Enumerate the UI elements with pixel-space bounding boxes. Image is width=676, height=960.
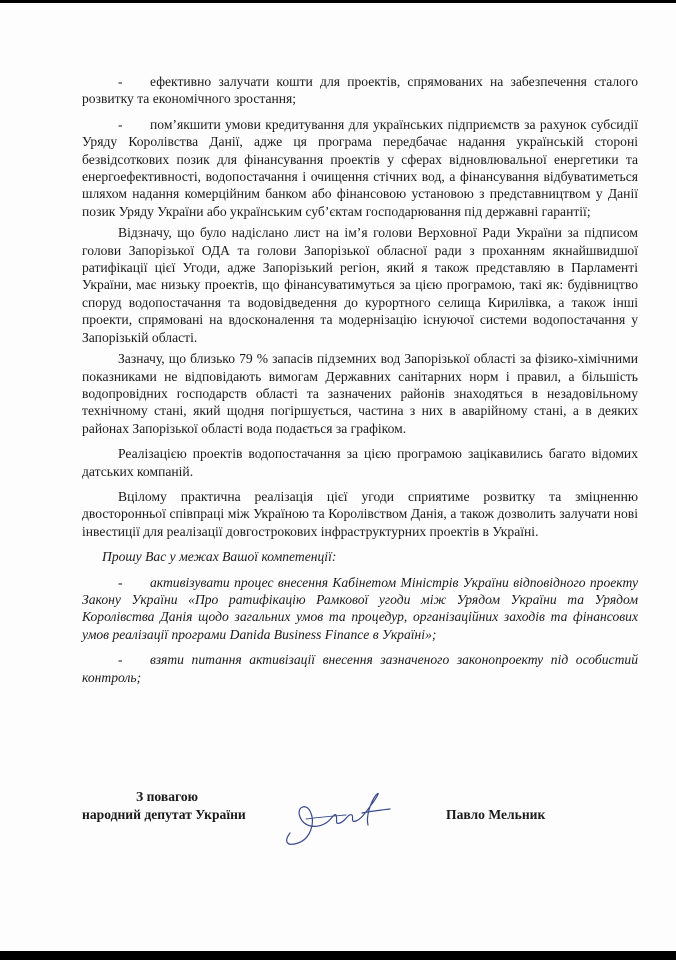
document-page — [0, 3, 676, 951]
letter-body — [82, 73, 638, 690]
bullet-paragraph — [82, 116, 638, 220]
paragraph-text: ефективно залучати кошти для проектів, спрямованих на забезпечення сталого розвитку та економічного зростання; — [82, 74, 638, 107]
paragraph: Зазначу, що близько 79 % запасів підземних вод Запорізької області за фізико-хімічними показниками не відповідають вимогам Державних санітарних норм і правил, а більшість водопровідних господарств області та зазначених районів знаходяться в незадовільному технічному стані, який щодня погіршується, частина з них в аварійному стані, а в деяких районах Запорізької області вода подається за графіком. — [82, 351, 638, 436]
closing-regards: З повагою — [136, 789, 199, 804]
signature-block — [0, 783, 676, 863]
bullet-dash: - — [118, 74, 123, 89]
bullet-dash: - — [118, 116, 123, 132]
request-text: активізувати процес внесення Кабінетом Міністрів України відповідного проекту Закону України «Про ратифікацію Рамкової угоди між Урядом України та Урядом Королівства Данія щодо загальних умов та процедур, організаційних заходів та фінансових умов реалізації програми Danida Business Finance в Україні»; — [82, 574, 638, 642]
request-heading: Прошу Вас у межах Вашої компетенції: — [102, 549, 337, 565]
request-text: взяти питання активізації внесення зазначеного законопроекту під особистий контроль; — [82, 652, 638, 685]
paragraph: Відзначу, що було надіслано лист на ім’я голови Верховної Ради України за підписом голови Запорізької ОДА та голови Запорізької обласної ради з проханням якнайшвидшої ратифікації цієї Угоди, адже Запорізький регіон, який я також представляю в Парламенті України, має низьку проектів, що фінансуватимуться за цією програмою, такі як: будівництво споруд водопостачання та водовідведення до курортного селища Кирилівка, а також інші проекти, спрямовані на вдосконалення та модернізацію існуючої системи водопостачання у Запорізькій області. — [82, 225, 638, 345]
request-item — [82, 651, 638, 686]
bullet-dash: - — [118, 574, 123, 590]
signer-position: народний депутат України — [82, 807, 246, 822]
signer-name: Павло Мельник — [446, 807, 546, 822]
paragraph-text: пом’якшити умови кредитування для українських підприємств за рахунок субсидії Уряду Королівства Данії, адже ця програма передбачає надання українській стороні безвідсоткових позик для фінансування проектів у сферах відновлювальної енергетики та енергоефективності, водопостачання і очищення стічних вод, а фінансування відбуватиметься шляхом надання комерційним банком або фінансовою установою з представництвом у Данії позик Уряду України або українським суб’єктам господарювання під державні гарантії; — [82, 116, 638, 219]
handwritten-signature — [276, 783, 396, 849]
paragraph: Реалізацією проектів водопостачання за цією програмою зацікавились багато відомих датських компаній. — [82, 446, 638, 479]
paragraph: Вцілому практична реалізація цієї угоди сприятиме розвитку та зміцненню двосторонньої співпраці між Україною та Королівством Данія, а також дозволить залучати нові інвестиції для реалізації довгострокових інфраструктурних проектів в Україні. — [82, 488, 638, 539]
request-item — [82, 574, 638, 644]
bullet-paragraph — [82, 73, 638, 108]
bullet-dash: - — [118, 652, 123, 668]
